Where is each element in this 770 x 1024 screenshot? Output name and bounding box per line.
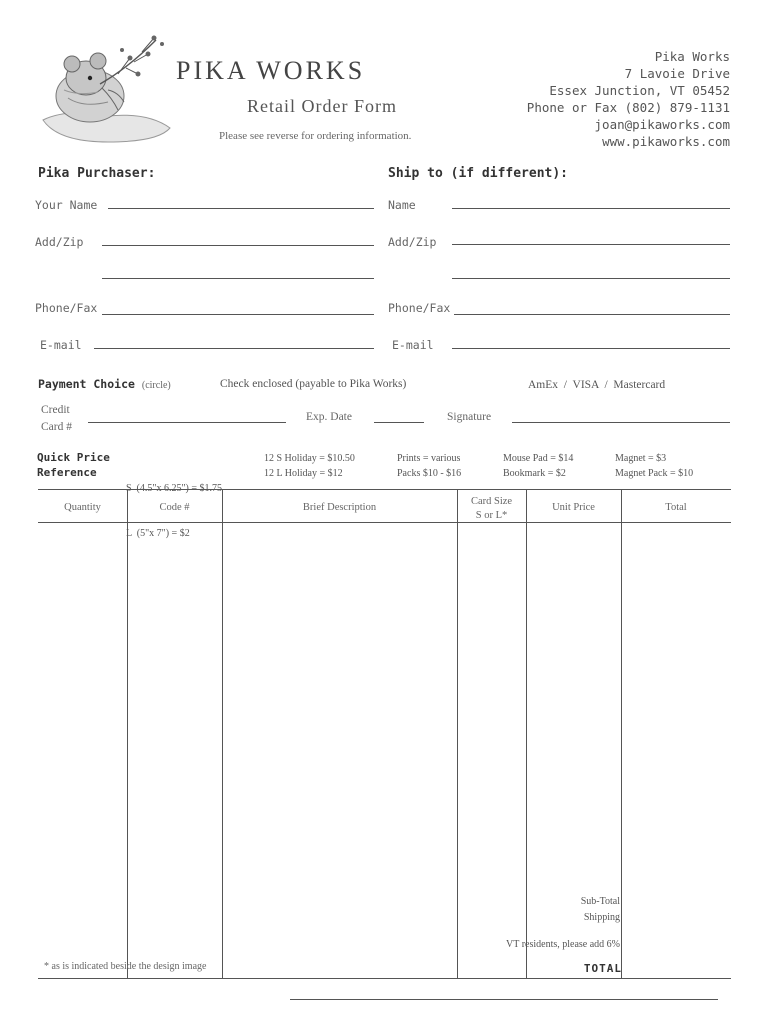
form-title: Retail Order Form: [247, 96, 397, 116]
signature-label: Signature: [447, 411, 492, 423]
shipping-label: Shipping: [583, 912, 620, 923]
purchaser-name-field[interactable]: [108, 208, 374, 209]
company-address: [527, 48, 730, 150]
price-12-small-holiday: 12 S Holiday = $10.50: [264, 453, 355, 464]
quick-price-col-2: [264, 451, 355, 481]
purchaser-email-label: E-mail: [40, 338, 82, 352]
price-prints: Prints = various: [397, 453, 461, 464]
address-email: joan@pikaworks.com: [594, 117, 730, 132]
purchaser-phone-field[interactable]: [102, 314, 374, 315]
shipto-address-field[interactable]: [452, 244, 730, 245]
shipto-email-field[interactable]: [452, 348, 730, 349]
table-bottom-rule: [38, 978, 731, 979]
shipto-name-label: Name: [388, 198, 416, 212]
subtotal-label: Sub-Total: [580, 896, 620, 907]
shipto-addzip-label: Add/Zip: [388, 235, 437, 249]
col-divider-3: [457, 489, 458, 978]
credit-card-number-field[interactable]: [88, 422, 286, 423]
price-large-card: L (5"x 7") = $2: [126, 528, 190, 539]
header-card-size: [457, 495, 526, 523]
col-divider-1: [127, 489, 128, 978]
address-city: Essex Junction, VT 05452: [549, 83, 730, 98]
price-small-card: S (4.5"x 6.25") = $1.75: [126, 483, 223, 494]
payment-card-options[interactable]: AmEx / VISA / Mastercard: [528, 379, 666, 391]
header-unit-price: Unit Price: [552, 502, 595, 513]
brand-title: PIKA WORKS: [176, 56, 366, 85]
payment-circle-note: (circle): [141, 380, 171, 391]
header-code: Code #: [159, 502, 190, 513]
shipto-phone-field[interactable]: [454, 314, 730, 315]
header-total: Total: [665, 502, 687, 513]
col-divider-5: [621, 489, 622, 978]
purchaser-address-field[interactable]: [102, 245, 374, 246]
price-packs: Packs $10 - $16: [397, 468, 462, 479]
header-card-size-line1: Card Size: [470, 496, 513, 507]
shipto-phone-label: Phone/Fax: [388, 301, 451, 315]
shipto-address-field-2[interactable]: [452, 278, 730, 279]
table-top-rule: [38, 489, 731, 490]
address-name: Pika Works: [654, 49, 730, 64]
purchaser-heading: Pika Purchaser:: [38, 166, 156, 181]
vt-tax-note: VT residents, please add 6%: [506, 939, 620, 950]
exp-date-field[interactable]: [374, 422, 424, 423]
address-street: 7 Lavoie Drive: [624, 66, 730, 81]
table-header-rule: [38, 522, 731, 523]
quick-price-heading: [37, 450, 110, 480]
purchaser-email-field[interactable]: [94, 348, 374, 349]
quick-price-label-2: Reference: [37, 466, 97, 479]
price-mouse-pad: Mouse Pad = $14: [503, 453, 574, 464]
quick-price-label-1: Quick Price: [37, 451, 110, 464]
header-quantity: Quantity: [64, 502, 101, 513]
shipto-name-field[interactable]: [452, 208, 730, 209]
exp-date-label: Exp. Date: [306, 411, 352, 423]
total-label: TOTAL: [583, 962, 622, 975]
header-description: Brief Description: [302, 502, 377, 513]
purchaser-phone-label: Phone/Fax: [35, 301, 98, 315]
price-12-large-holiday: 12 L Holiday = $12: [264, 468, 343, 479]
quick-price-col-4: [503, 451, 573, 481]
address-phone: Phone or Fax (802) 879-1131: [526, 100, 730, 115]
credit-card-label: [41, 402, 72, 436]
credit-label-line1: Credit: [41, 404, 70, 416]
address-web: www.pikaworks.com: [602, 134, 730, 149]
bottom-rule: [290, 999, 718, 1000]
credit-label-line2: Card #: [41, 421, 72, 433]
reverse-note: Please see reverse for ordering information.: [219, 130, 412, 142]
signature-field[interactable]: [512, 422, 730, 423]
col-divider-2: [222, 489, 223, 978]
purchaser-address-field-2[interactable]: [102, 278, 374, 279]
purchaser-addzip-label: Add/Zip: [35, 235, 84, 249]
price-magnet: Magnet = $3: [615, 453, 667, 464]
header-card-size-line2: S or L*: [475, 510, 508, 521]
price-magnet-pack: Magnet Pack = $10: [615, 468, 694, 479]
payment-check-option[interactable]: Check enclosed (payable to Pika Works): [220, 378, 407, 390]
quick-price-col-3: [397, 451, 461, 481]
shipto-email-label: E-mail: [392, 338, 434, 352]
purchaser-name-label: Your Name: [35, 198, 98, 212]
shipto-heading: Ship to (if different):: [388, 166, 569, 181]
payment-choice-label: Payment Choice: [38, 377, 135, 391]
quick-price-col-5: [615, 451, 693, 481]
payment-choice: [38, 377, 171, 391]
price-bookmark: Bookmark = $2: [503, 468, 566, 479]
pika-logo-illustration: [38, 28, 178, 146]
card-size-footnote: * as is indicated beside the design image: [44, 961, 207, 972]
